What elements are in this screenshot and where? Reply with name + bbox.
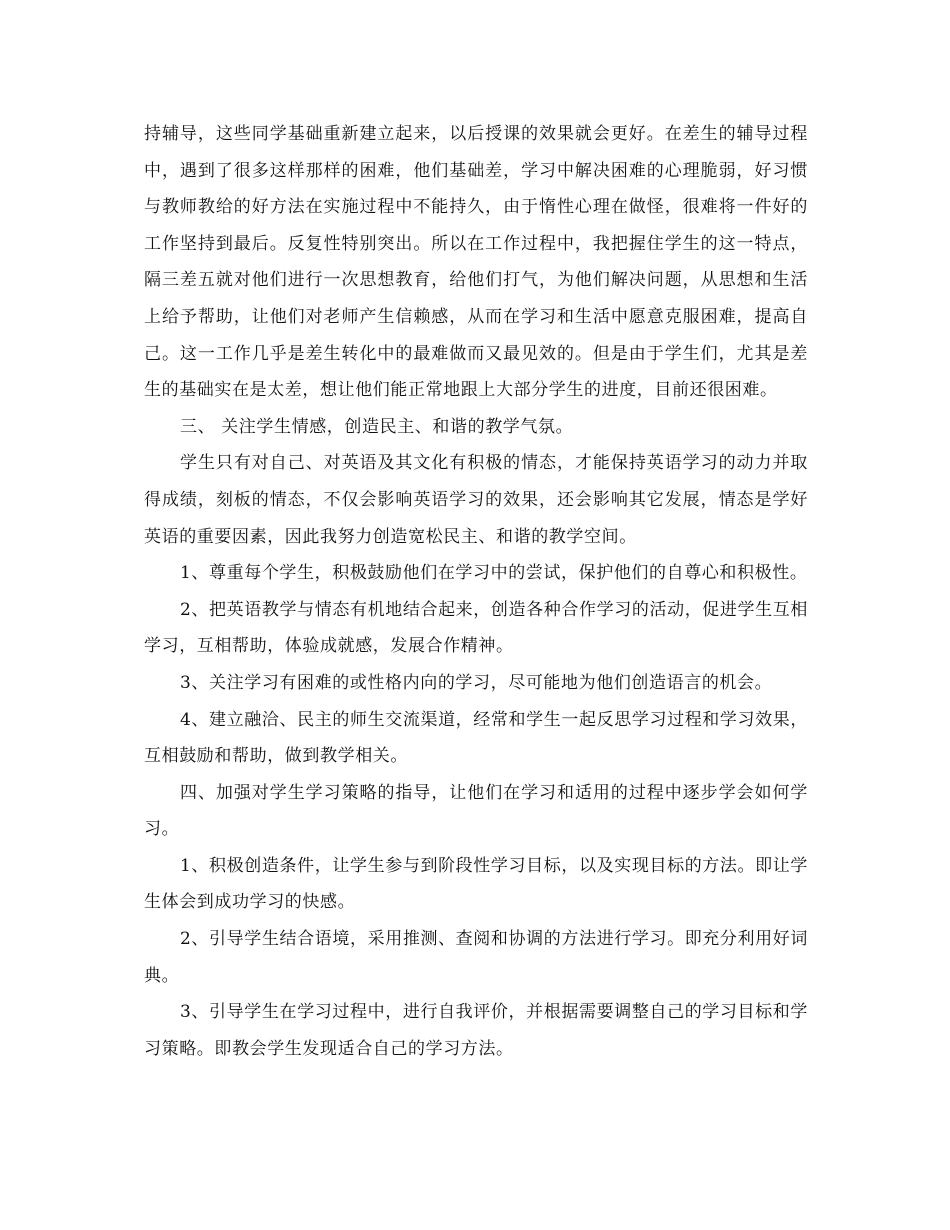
list-item: 2、引导学生结合语境，采用推测、查阅和协调的方法进行学习。即充分利用好词典。 — [144, 929, 808, 986]
list-item: 1、尊重每个学生，积极鼓励他们在学习中的尝试，保护他们的自尊心和积极性。 — [180, 563, 808, 584]
list-item: 3、关注学习有困难的或性格内向的学习，尽可能地为他们创造语言的机会。 — [180, 672, 773, 693]
paragraph: 学生只有对自己、对英语及其文化有积极的情态，才能保持英语学习的动力并取得成绩，刻板的情态，不仅会影响英语学习的效果，还会影响其它发展，情态是学好英语的重要因素，因此我努力创造宽松民主、和谐的教学空间。 — [144, 453, 808, 547]
section-heading-three: 三、 关注学生情感，创造民主、和谐的教学气氛。 — [180, 416, 574, 437]
document-body — [144, 116, 808, 1067]
section-heading-four: 四、加强对学生学习策略的指导，让他们在学习和适用的过程中逐步学会如何学习。 — [144, 782, 808, 840]
paragraph-continuation: 持辅导，这些同学基础重新建立起来，以后授课的效果就会更好。在差生的辅导过程中，遇到了很多这样那样的困难，他们基础差，学习中解决困难的心理脆弱，好习惯与教师教给的好方法在实施过程中不能持久，由于惰性心理在做怪，很难将一件好的工作坚持到最后。反复性特别突出。所以在工作过程中，我把握住学生的这一特点，隔三差五就对他们进行一次思想教育，给他们打气，为他们解决问题，从思想和生活上给予帮助，让他们对老师产生信赖感，从而在学习和生活中愿意克服困难，提高自己。这一工作几乎是差生转化中的最难做而又最见效的。但是由于学生们，尤其是差生的基础实在是太差，想让他们能正常地跟上大部分学生的进度，目前还很困难。 — [144, 124, 808, 401]
list-item: 2、把英语教学与情态有机地结合起来，创造各种合作学习的活动，促进学生互相学习，互相帮助，体验成就感，发展合作精神。 — [144, 599, 808, 657]
list-item: 3、引导学生在学习过程中，进行自我评价，并根据需要调整自己的学习目标和学习策略。即教会学生发现适合自己的学习方法。 — [144, 1002, 808, 1059]
list-item: 4、建立融洽、民主的师生交流渠道，经常和学生一起反思学习过程和学习效果，互相鼓励和帮助，做到教学相关。 — [144, 709, 808, 767]
list-item: 1、积极创造条件，让学生参与到阶段性学习目标，以及实现目标的方法。即让学生体会到成功学习的快感。 — [144, 855, 808, 913]
